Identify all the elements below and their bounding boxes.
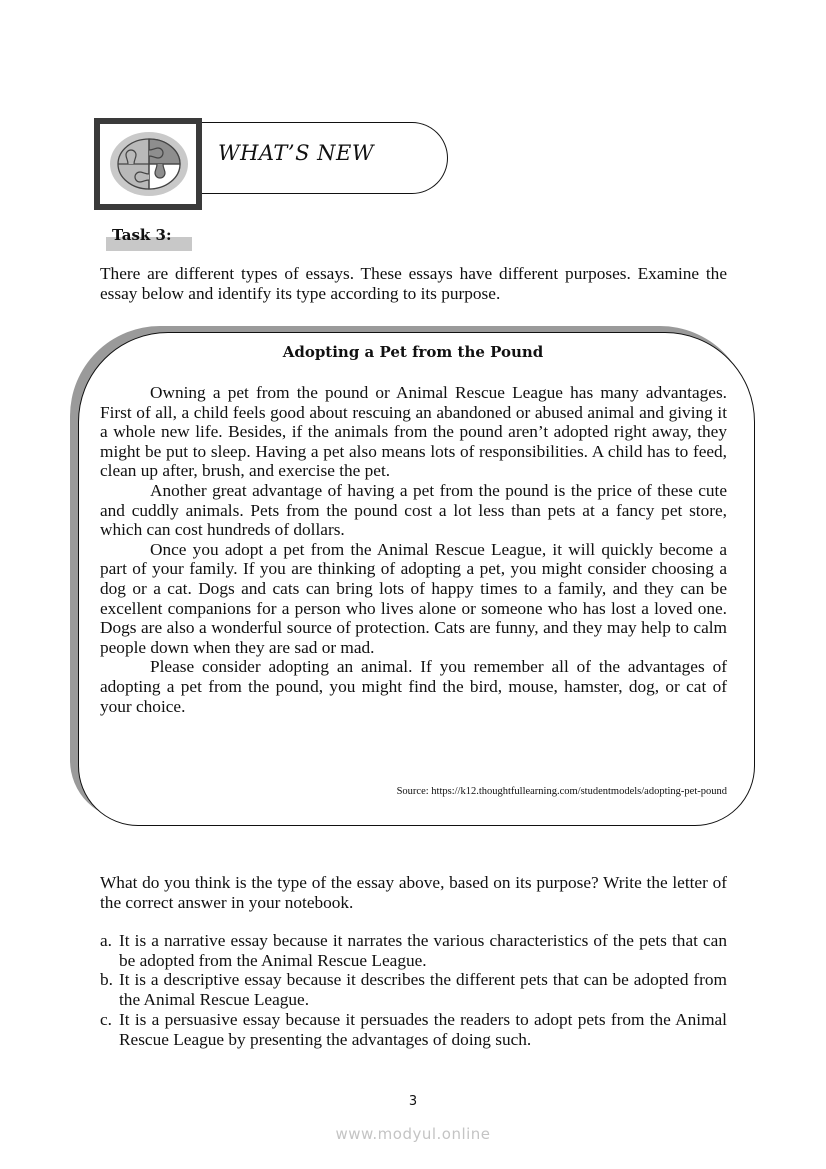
essay-paragraph: Once you adopt a pet from the Animal Rescue League, it will quickly become a part of your family. If you are thinking of adopting a pet, you might consider choosing a dog or a cat. Dogs and cats can bring lots of happy times to a family, and they can be excellent companions for a person who lives alone or someone who has lost a loved one. Dogs are also a wonderful source of protection. Cats are funny, and they may help to calm people down when they are sad or mad. xyxy=(100,539,727,657)
option-a xyxy=(100,931,727,970)
option-letter: c. xyxy=(100,1009,112,1029)
page-number: 3 xyxy=(408,1094,418,1109)
essay-paragraph: Please consider adopting an animal. If you remember all of the advantages of adopting a pet from the pound, you might find the bird, mouse, hamster, dog, or cat of your choice. xyxy=(100,657,727,716)
option-text: It is a persuasive essay because it persuades the readers to adopt pets from the Animal Rescue League by presenting the advantages of doing such. xyxy=(119,1009,727,1049)
title-pill xyxy=(198,122,448,194)
essay-paragraph: Owning a pet from the pound or Animal Rescue League has many advantages. First of all, a child feels good about rescuing an abandoned or abused animal and giving it a whole new life. Besides, if the animals from the pound aren’t adopted right away, they might be put to sleep. Having a pet also means lots of responsibilities. A child has to feed, clean up after, brush, and exercise the pet. xyxy=(100,383,727,481)
option-text: It is a narrative essay because it narrates the various characteristics of the pets that can be adopted from the Animal Rescue League. xyxy=(119,931,727,970)
option-text: It is a descriptive essay because it describes the different pets that can be adopted from the Animal Rescue League. xyxy=(119,970,727,1010)
answer-options xyxy=(100,931,727,1049)
puzzle-icon xyxy=(108,130,190,198)
task-number: Task 3: xyxy=(112,226,172,244)
question-text: What do you think is the type of the essay above, based on its purpose? Write the letter of the correct answer in your notebook. xyxy=(100,873,727,912)
option-letter: b. xyxy=(100,970,113,990)
icon-frame xyxy=(94,118,202,210)
option-c xyxy=(100,1010,727,1049)
option-letter: a. xyxy=(100,931,112,950)
intro-paragraph: There are different types of essays. These essays have different purposes. Examine the essay below and identify its type according to its purpose. xyxy=(100,264,727,303)
section-title: WHAT’S NEW xyxy=(218,141,374,165)
task-label xyxy=(106,226,192,252)
watermark: www.modyul.online xyxy=(335,1125,491,1143)
section-banner xyxy=(94,118,450,204)
option-b xyxy=(100,970,727,1009)
essay-title: Adopting a Pet from the Pound xyxy=(282,343,544,361)
essay-source: Source: https://k12.thoughtfullearning.com/studentmodels/adopting-pet-pound xyxy=(396,786,727,797)
essay-body xyxy=(100,383,727,716)
essay-paragraph: Another great advantage of having a pet from the pound is the price of these cute and cuddly animals. Pets from the pound cost a lot less than pets at a fancy pet store, which can cost hundreds of dollars. xyxy=(100,480,727,540)
